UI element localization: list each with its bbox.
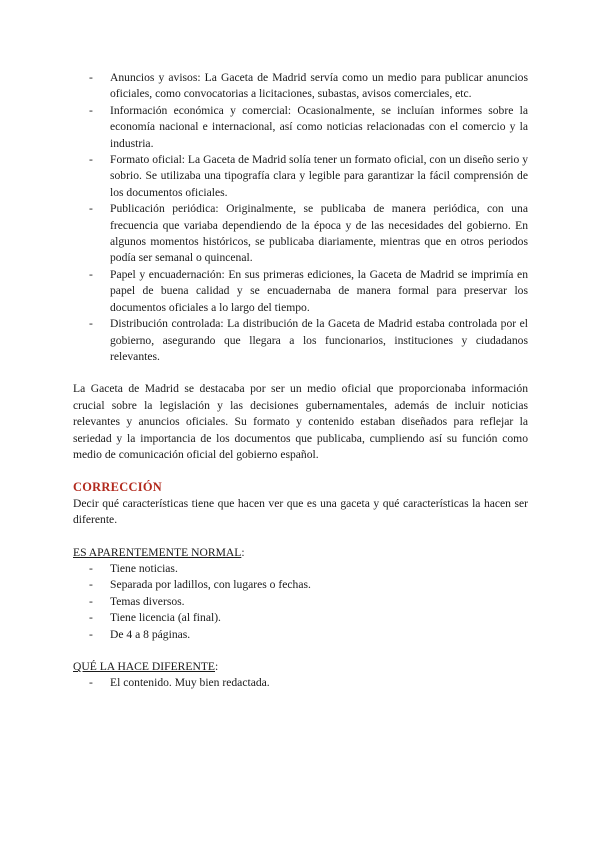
list-item-text: El contenido. Muy bien redactada. [110, 676, 270, 690]
list-item-text: Papel y encuadernación: En sus primeras ediciones, la Gaceta de Madrid se imprimía en papel de buena calidad y se encuadernaba de manera formal para preservar los documentos oficiales a lo largo del tiempo. [110, 267, 528, 314]
different-section-title [73, 659, 528, 675]
dash-bullet: - [89, 317, 93, 331]
list-item [73, 201, 528, 267]
dash-bullet: - [89, 103, 93, 117]
dash-bullet: - [89, 71, 93, 84]
list-item-text: Formato oficial: La Gaceta de Madrid solía tener un formato oficial, con un diseño serio y sobrio. Se utilizaba una tipografía clara y legible para garantizar la fácil comprensión de los documentos oficiales. [110, 153, 528, 199]
list-item [73, 103, 528, 152]
list-item [73, 675, 528, 691]
dash-bullet: - [89, 202, 93, 216]
list-item [73, 152, 528, 201]
dash-bullet: - [89, 153, 93, 167]
correction-intro: Decir qué características tiene que hacen ver que es una gaceta y qué características la hacen ser diferente. [73, 496, 528, 527]
list-item-text: Distribución controlada: La distribución de la Gaceta de Madrid estaba controlada por el gobierno, asegurando que llegara a los funcionarios, instituciones y ciudadanos relevantes. [110, 317, 528, 363]
normal-section-list [73, 561, 528, 643]
list-item-text: Información económica y comercial: Ocasionalmente, se incluían informes sobre la economía nacional e internacional, así como noticias relacionadas con el comercio y la industria. [110, 103, 528, 150]
different-section-title-text: QUÉ LA HACE DIFERENTE [73, 660, 216, 673]
list-item [73, 627, 528, 643]
dash-bullet: - [89, 267, 93, 281]
dash-bullet: - [89, 561, 93, 575]
list-item-text: Anuncios y avisos: La Gaceta de Madrid servía como un medio para publicar anuncios oficiales, como convocatorias a licitaciones, subastas, avisos comerciales, etc. [110, 71, 528, 101]
correction-heading: CORRECCIÓN [73, 480, 163, 495]
normal-section-title-text: ES APARENTEMENTE NORMAL [73, 545, 242, 559]
list-item-text: Tiene licencia (al final). [110, 611, 221, 625]
list-item [73, 267, 528, 316]
list-item [73, 70, 528, 103]
summary-paragraph: La Gaceta de Madrid se destacaba por ser un medio oficial que proporcionaba información crucial sobre la legislación y las decisiones gubernamentales, además de incluir noticias relevantes y anuncios oficiales. Su formato y contenido estaban diseñados para reflejar la seriedad y la importancia de los documentos que publicaba, cumpliendo así su función como medio de comunicación oficial del gobierno español. [73, 382, 528, 461]
dash-bullet: - [89, 594, 93, 608]
normal-section-title [73, 545, 528, 561]
dash-bullet: - [89, 676, 93, 690]
different-section-list [73, 675, 528, 691]
list-item [73, 610, 528, 626]
dash-bullet: - [89, 611, 93, 625]
list-item [73, 577, 528, 593]
list-item-text: Separada por ladillos, con lugares o fechas. [110, 578, 311, 592]
list-item-text: Tiene noticias. [110, 561, 178, 575]
list-item [73, 594, 528, 610]
dash-bullet: - [89, 627, 93, 641]
list-item [73, 561, 528, 577]
list-item-text: Publicación periódica: Originalmente, se publicaba de manera periódica, con una frecuencia que variaba dependiendo de la época y de las necesidades del gobierno. En algunos momentos históricos, se publicaba diariamente, mientras que en otros periodos podía ser semanal o quincenal. [110, 202, 528, 265]
list-item-text: De 4 a 8 páginas. [110, 627, 191, 641]
features-list [73, 70, 528, 365]
list-item-text: Temas diversos. [110, 594, 185, 608]
dash-bullet: - [89, 578, 93, 592]
different-section-colon: : [215, 660, 219, 673]
normal-section-colon: : [241, 545, 245, 559]
document-page [73, 70, 528, 692]
list-item [73, 316, 528, 365]
